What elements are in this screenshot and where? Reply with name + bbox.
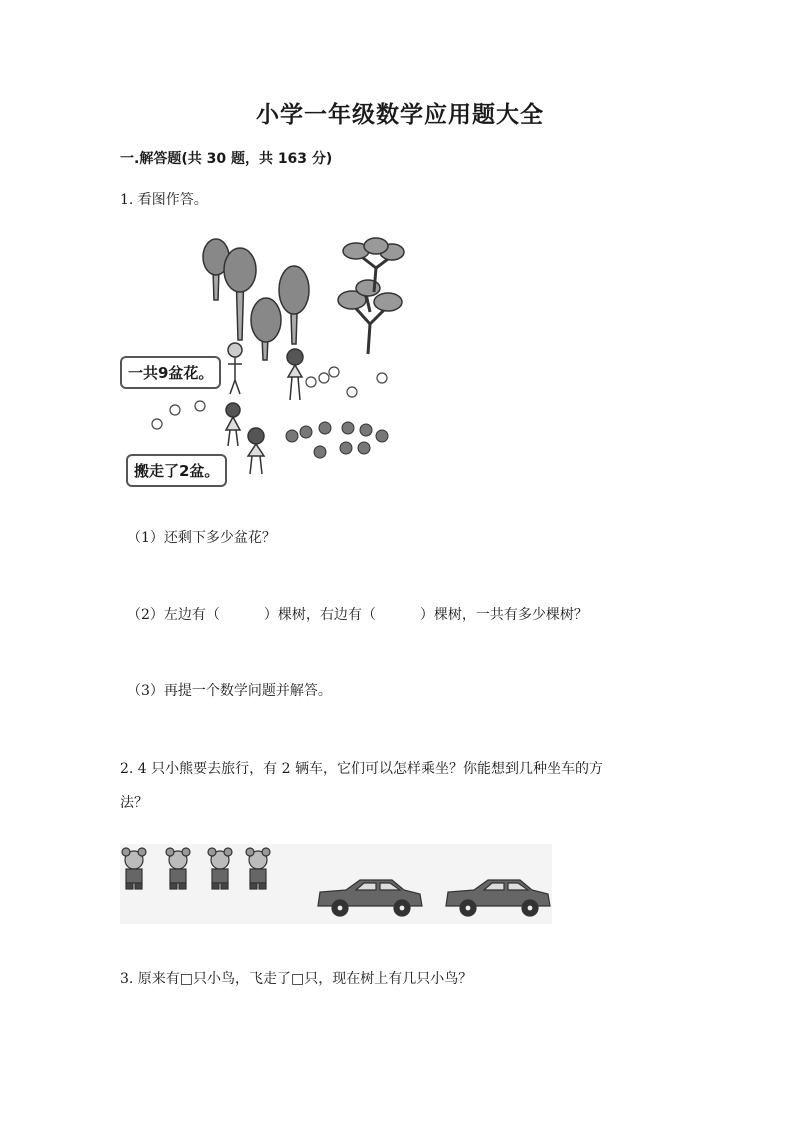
- question-1-stem: 1. 看图作答。: [120, 192, 208, 208]
- question-1-part-2-text-b: ）棵树，右边有（: [263, 607, 376, 623]
- car-icon: [446, 880, 550, 916]
- section-heading: 一.解答题(共 30 题，共 163 分): [120, 151, 333, 167]
- flower-pot-icon: [319, 422, 331, 434]
- question-2-stem-line-2: 法？: [120, 795, 148, 811]
- chick-icon: [329, 367, 339, 377]
- chick-icon: [347, 387, 357, 397]
- speech-bubble-total: 一共9盆花。: [120, 356, 221, 389]
- chick-icon: [319, 373, 329, 383]
- tree-icon: [279, 266, 309, 344]
- girl-icon: [287, 349, 303, 400]
- boy-icon: [228, 343, 242, 394]
- question-1-part-2: [127, 604, 588, 624]
- question-1-part-1: （1）还剩下多少盆花？: [127, 530, 276, 546]
- page-title: 小学一年级数学应用题大全: [256, 102, 544, 128]
- bears-and-cars-image: [120, 844, 552, 924]
- chick-icon: [170, 405, 180, 415]
- tree-icon: [251, 298, 281, 360]
- chick-icon: [152, 419, 162, 429]
- tree-icon: [338, 238, 404, 354]
- question-3-stem: 3. 原来有□只小鸟，飞走了□只，现在树上有几只小鸟？: [120, 971, 473, 987]
- speech-bubble-moved: 搬走了2盆。: [126, 454, 227, 487]
- chick-icon: [195, 401, 205, 411]
- bear-icon: [246, 848, 270, 889]
- flower-pot-icon: [340, 442, 352, 454]
- bear-icon: [208, 848, 232, 889]
- bear-icon: [122, 848, 146, 889]
- flower-pot-icon: [376, 430, 388, 442]
- bear-icon: [166, 848, 190, 889]
- girl-icon: [226, 403, 240, 446]
- chick-icon: [306, 377, 316, 387]
- car-icon: [318, 880, 422, 916]
- flower-pot-icon: [358, 442, 370, 454]
- question-1-part-3: （3）再提一个数学问题并解答。: [127, 683, 332, 699]
- flower-pot-icon: [300, 426, 312, 438]
- girl-icon: [248, 428, 264, 474]
- flower-pot-icon: [314, 446, 326, 458]
- chick-icon: [377, 373, 387, 383]
- flower-pot-icon: [286, 430, 298, 442]
- question-1-part-2-text-c: ）棵树，一共有多少棵树？: [419, 607, 588, 623]
- question-1-illustration: [120, 232, 420, 494]
- flower-pot-icon: [342, 422, 354, 434]
- question-2-stem-line-1: 2. 4 只小熊要去旅行，有 2 辆车，它们可以怎样乘坐？你能想到几种坐车的方: [120, 761, 603, 777]
- question-2-illustration: [120, 844, 552, 924]
- question-1-part-2-text-a: （2）左边有（: [127, 607, 220, 623]
- flower-pot-icon: [360, 424, 372, 436]
